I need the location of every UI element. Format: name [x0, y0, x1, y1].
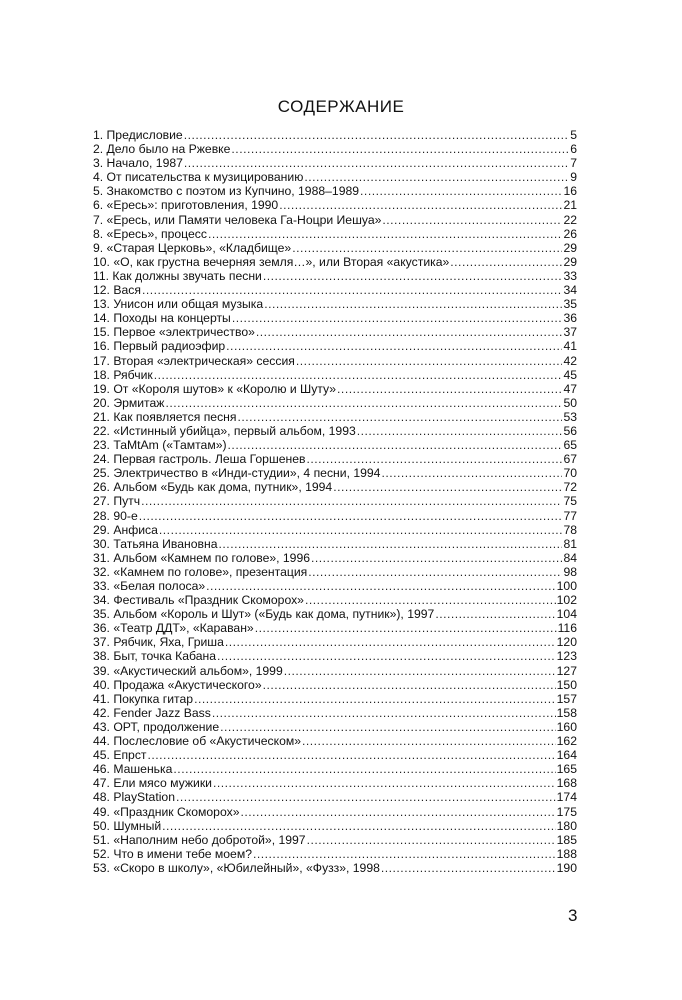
toc-entry-title: 33. «Белая полоса» — [93, 579, 206, 593]
toc-entry-page: 47 — [563, 381, 577, 396]
toc-entry-page: 21 — [563, 198, 577, 213]
toc-entry — [93, 452, 577, 466]
toc-entry-page: 185 — [556, 832, 577, 847]
toc-entry — [93, 494, 577, 508]
dot-leader — [159, 523, 563, 537]
dot-leader — [302, 734, 556, 748]
toc-entry-page: 26 — [563, 226, 577, 241]
toc-entry-title: 10. «О, как грустна вечерняя земля…», или Вторая «акустика» — [93, 254, 450, 269]
toc-entry-page: 35 — [563, 297, 577, 312]
toc-entry — [93, 170, 577, 184]
page-number: 3 — [568, 906, 578, 925]
toc-entry-title: 5. Знакомство с поэтом из Купчино, 1988–1989 — [93, 184, 360, 199]
toc-entry-title: 7. «Ересь, или Памяти человека Га-Ноцри Иешуа» — [93, 212, 382, 227]
dot-leader — [292, 241, 562, 255]
toc-entry-page: 190 — [556, 860, 577, 875]
toc-entry-page: 168 — [556, 776, 577, 791]
toc-entry — [93, 706, 577, 720]
toc-entry-page: 42 — [563, 353, 577, 368]
toc-entry-page: 165 — [556, 762, 577, 777]
toc-entry — [93, 255, 577, 269]
toc-entry-page: 160 — [556, 719, 577, 734]
toc-entry-page: 158 — [556, 705, 577, 720]
dot-leader — [264, 297, 562, 311]
toc-entry-title: 29. Анфиса — [93, 522, 158, 537]
toc-entry-page: 120 — [556, 635, 577, 650]
dot-leader — [141, 494, 562, 508]
toc-entry-title: 30. Татьяна Ивановна — [93, 536, 218, 551]
dot-leader — [305, 593, 556, 607]
toc-entry — [93, 297, 577, 311]
dot-leader — [360, 184, 562, 198]
toc-entry — [93, 142, 577, 156]
dot-leader — [194, 692, 556, 706]
toc-entry-title: 39. «Акустический альбом», 1999 — [93, 663, 283, 678]
dot-leader — [263, 678, 556, 692]
toc-entry-page: 41 — [563, 339, 577, 354]
toc-entry-title: 21. Как появляется песня — [93, 409, 237, 424]
toc-entry-page: 50 — [563, 395, 577, 410]
toc-entry-title: 31. Альбом «Камнем по голове», 1996 — [93, 550, 311, 565]
toc-entry-page: 33 — [563, 268, 577, 283]
dot-leader — [217, 649, 556, 663]
toc-entry-page: 78 — [563, 522, 577, 537]
toc-entry-page: 98 — [563, 564, 577, 579]
toc-entry-title: 26. Альбом «Будь как дома, путник», 1994 — [93, 480, 333, 495]
dot-leader — [219, 537, 563, 551]
toc-entry-title: 15. Первое «электричество» — [93, 325, 255, 340]
toc-entry-title: 14. Походы на концерты — [93, 311, 231, 326]
dot-leader — [308, 565, 562, 579]
toc-entry — [93, 241, 577, 255]
toc-entry-title: 40. Продажа «Акустического» — [93, 677, 262, 692]
toc-entry — [93, 325, 577, 339]
toc-entry-title: 13. Унисон или общая музыка — [93, 297, 264, 312]
toc-entry — [93, 805, 577, 819]
dot-leader — [228, 438, 563, 452]
toc-entry — [93, 720, 577, 734]
toc-entry — [93, 537, 577, 551]
dot-leader — [381, 466, 562, 480]
toc-entry — [93, 664, 577, 678]
dot-leader — [212, 706, 556, 720]
dot-leader — [435, 607, 555, 621]
toc-entry-title: 35. Альбом «Король и Шут» («Будь как дома, путник»), 1997 — [93, 607, 435, 622]
toc-entry — [93, 678, 577, 692]
dot-leader — [253, 847, 556, 861]
toc-entry-page: 67 — [563, 452, 577, 467]
dot-leader — [255, 621, 557, 635]
toc-entry-title: 12. Вася — [93, 283, 141, 298]
toc-entry — [93, 819, 577, 833]
toc-entry — [93, 410, 577, 424]
toc-entry-page: 53 — [563, 409, 577, 424]
toc-entry-page: 157 — [556, 691, 577, 706]
toc-entry-title: 9. «Старая Церковь», «Кладбище» — [93, 240, 292, 255]
dot-leader — [154, 368, 563, 382]
toc-entry-title: 52. Что в имени тебе моем? — [93, 846, 252, 861]
toc-entry — [93, 311, 577, 325]
toc-entry — [93, 692, 577, 706]
toc-entry-page: 81 — [563, 536, 577, 551]
toc-entry-page: 175 — [556, 804, 577, 819]
toc-entry-title: 22. «Истинный убийца», первый альбом, 1993 — [93, 423, 356, 438]
toc-entry-title: 23. ТаMtAm («Тамтам») — [93, 438, 227, 453]
toc-entry-title: 49. «Праздник Скоморох» — [93, 804, 240, 819]
toc-entry-page: 164 — [556, 748, 577, 763]
dot-leader — [173, 762, 555, 776]
dot-leader — [184, 156, 569, 170]
dot-leader — [238, 410, 563, 424]
toc-entry-page: 188 — [556, 846, 577, 861]
toc-entry-page: 104 — [556, 607, 577, 622]
toc-entry — [93, 184, 577, 198]
dot-leader — [165, 396, 562, 410]
dot-leader — [333, 480, 562, 494]
toc-entry-page: 56 — [563, 423, 577, 438]
toc-entry — [93, 551, 577, 565]
dot-leader — [208, 227, 562, 241]
dot-leader — [256, 325, 563, 339]
toc-entry-page: 100 — [556, 579, 577, 593]
toc-entry — [93, 635, 577, 649]
dot-leader — [296, 354, 563, 368]
dot-leader — [213, 776, 556, 790]
toc-entry — [93, 213, 577, 227]
toc-entry — [93, 833, 577, 847]
dot-leader — [226, 339, 562, 353]
dot-leader — [162, 819, 556, 833]
toc-entry-title: 19. От «Короля шутов» к «Королю и Шуту» — [93, 381, 337, 396]
toc-entry-page: 29 — [563, 240, 577, 255]
table-of-contents — [93, 128, 577, 875]
dot-leader — [139, 509, 563, 523]
toc-entry — [93, 776, 577, 790]
toc-entry-title: 36. «Театр ДДТ», «Караван» — [93, 621, 254, 636]
toc-entry-title: 6. «Ересь»: приготовления, 1990 — [93, 198, 279, 213]
toc-entry — [93, 593, 577, 607]
dot-leader — [148, 748, 556, 762]
toc-entry-page: 22 — [563, 212, 577, 227]
toc-entry-title: 1. Предисловие — [93, 128, 183, 142]
toc-entry-title: 11. Как должны звучать песни — [93, 268, 262, 283]
dot-leader — [232, 311, 563, 325]
toc-entry — [93, 523, 577, 537]
toc-entry-title: 3. Начало, 1987 — [93, 156, 183, 171]
dot-leader — [311, 551, 562, 565]
toc-entry — [93, 339, 577, 353]
toc-entry-page: 5 — [570, 128, 577, 142]
dot-leader — [284, 664, 556, 678]
dot-leader — [357, 424, 563, 438]
toc-entry-page: 45 — [563, 367, 577, 382]
toc-entry-title: 32. «Камнем по голове», презентация — [93, 564, 308, 579]
toc-entry — [93, 227, 577, 241]
toc-entry-page: 9 — [570, 170, 577, 185]
toc-entry-title: 4. От писательства к музицированию — [93, 170, 304, 185]
toc-entry-page: 16 — [563, 184, 577, 199]
toc-entry-page: 75 — [563, 494, 577, 509]
toc-entry-page: 7 — [570, 156, 577, 171]
dot-leader — [307, 452, 563, 466]
dot-leader — [225, 635, 556, 649]
toc-entry-title: 28. 90-е — [93, 508, 138, 523]
toc-entry-title: 53. «Скоро в школу», «Юбилейный», «Фузз», 1998 — [93, 860, 380, 875]
toc-entry-title: 42. Fender Jazz Bass — [93, 705, 211, 720]
toc-entry — [93, 847, 577, 861]
toc-entry-title: 41. Покупка гитар — [93, 691, 194, 706]
toc-entry-page: 84 — [563, 550, 577, 565]
dot-leader — [231, 142, 569, 156]
toc-entry-page: 29 — [563, 254, 577, 269]
toc-entry-page: 180 — [556, 818, 577, 833]
toc-entry-title: 45. Епрст — [93, 748, 147, 763]
toc-entry — [93, 396, 577, 410]
dot-leader — [206, 579, 556, 593]
toc-entry — [93, 762, 577, 776]
toc-entry — [93, 283, 577, 297]
toc-entry-page: 150 — [556, 677, 577, 692]
dot-leader — [307, 833, 556, 847]
toc-entry-page: 102 — [556, 593, 577, 608]
dot-leader — [337, 382, 562, 396]
toc-entry — [93, 424, 577, 438]
dot-leader — [184, 128, 570, 142]
toc-entry — [93, 438, 577, 452]
toc-entry-title: 43. ОРТ, продолжение — [93, 719, 220, 734]
toc-entry — [93, 156, 577, 170]
dot-leader — [176, 790, 556, 804]
dot-leader — [220, 720, 556, 734]
toc-entry — [93, 354, 577, 368]
toc-entry — [93, 621, 577, 635]
dot-leader — [304, 170, 569, 184]
dot-leader — [450, 255, 562, 269]
toc-entry-page: 65 — [563, 438, 577, 453]
toc-entry — [93, 649, 577, 663]
toc-entry — [93, 198, 577, 212]
toc-entry-title: 25. Электричество в «Инди-студии», 4 песни, 1994 — [93, 466, 381, 481]
page-title: СОДЕРЖАНИЕ — [277, 97, 405, 116]
toc-entry-title: 20. Эрмитаж — [93, 395, 165, 410]
toc-entry — [93, 607, 577, 621]
toc-entry-page: 72 — [563, 480, 577, 495]
toc-entry-title: 44. Послесловие об «Акустическом» — [93, 734, 302, 749]
toc-entry-title: 24. Первая гастроль. Леша Горшенев — [93, 452, 306, 467]
toc-entry — [93, 734, 577, 748]
toc-entry — [93, 128, 577, 142]
toc-entry — [93, 368, 577, 382]
toc-entry-title: 8. «Ересь», процесс — [93, 226, 207, 241]
toc-entry-page: 127 — [556, 663, 577, 678]
toc-entry — [93, 466, 577, 480]
dot-leader — [381, 861, 556, 875]
toc-entry — [93, 480, 577, 494]
toc-entry-title: 37. Рябчик, Яха, Гриша — [93, 635, 224, 650]
toc-entry — [93, 382, 577, 396]
toc-entry-title: 51. «Наполним небо добротой», 1997 — [93, 832, 306, 847]
toc-entry-page: 6 — [570, 142, 577, 157]
dot-leader — [279, 198, 562, 212]
toc-entry-title: 18. Рябчик — [93, 367, 153, 382]
toc-entry-title: 46. Машенька — [93, 762, 173, 777]
toc-entry-title: 38. Быт, точка Кабана — [93, 649, 217, 664]
toc-entry-page: 70 — [563, 466, 577, 481]
toc-entry-page: 116 — [557, 621, 577, 636]
toc-entry-page: 77 — [563, 508, 577, 523]
toc-entry — [93, 748, 577, 762]
toc-entry-page: 37 — [563, 325, 577, 340]
dot-leader — [382, 213, 562, 227]
toc-entry-page: 123 — [556, 649, 577, 664]
toc-entry — [93, 565, 577, 579]
toc-entry-title: 47. Ели мясо мужики — [93, 776, 212, 791]
toc-entry — [93, 790, 577, 804]
toc-entry — [93, 579, 577, 593]
dot-leader — [263, 269, 563, 283]
toc-entry-page: 36 — [563, 311, 577, 326]
dot-leader — [142, 283, 563, 297]
toc-entry-title: 27. Путч — [93, 494, 141, 509]
toc-entry-title: 2. Дело было на Ржевке — [93, 142, 231, 157]
toc-entry-page: 34 — [563, 283, 577, 298]
toc-entry-title: 34. Фестиваль «Праздник Скоморох» — [93, 593, 304, 608]
toc-entry-title: 50. Шумный — [93, 818, 162, 833]
dot-leader — [240, 805, 555, 819]
toc-entry — [93, 509, 577, 523]
toc-entry-title: 17. Вторая «электрическая» сессия — [93, 353, 295, 368]
toc-entry-title: 48. PlayStation — [93, 790, 175, 805]
toc-entry — [93, 269, 577, 283]
toc-entry-title: 16. Первый радиоэфир — [93, 339, 226, 354]
toc-entry — [93, 861, 577, 875]
toc-entry-page: 162 — [556, 734, 577, 749]
toc-entry-page: 174 — [556, 790, 577, 805]
